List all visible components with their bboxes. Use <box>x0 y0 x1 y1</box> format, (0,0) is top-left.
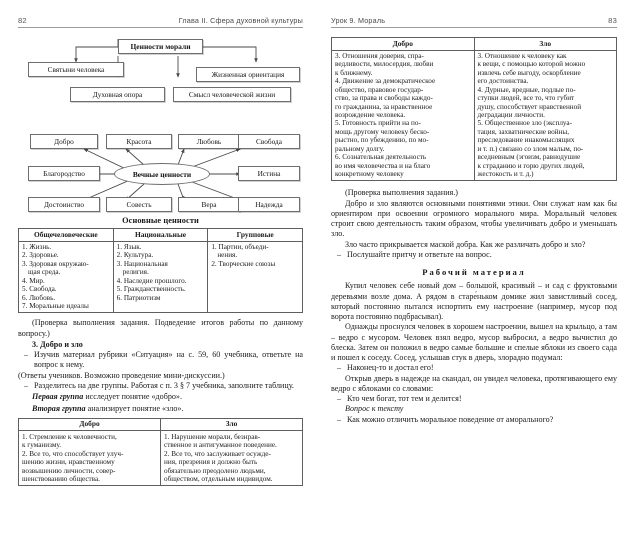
good-evil-table-left <box>18 418 303 487</box>
diagram-node-good: Добро <box>30 134 98 149</box>
line: 5. Свобода. <box>22 285 57 294</box>
line: ственное и антигуманное поведение. <box>164 441 277 450</box>
parable-paragraph-3: Открыв дверь в надежде на скандал, он увидел человека, протягивающего ему ведро с яблоками со словами: <box>331 373 617 393</box>
dash-bullet: – <box>24 350 29 360</box>
line: 1. Стремление к человечности, <box>22 432 117 441</box>
line: извлечь себе выгоду, оскорбление <box>477 68 581 77</box>
diagram-center-eternal-values: Вечные ценности <box>114 163 210 185</box>
diagram-node-nobility: Благородство <box>28 166 100 181</box>
diagram-node-conscience: Совесть <box>106 197 172 212</box>
dash-bullet: – <box>337 394 342 404</box>
line: 5. Общественное зло (эксплуа- <box>477 119 572 128</box>
line: шенствованию общества. <box>22 474 100 483</box>
diagram-node-truth: Истина <box>238 166 300 181</box>
line: 6. Сознательная деятельность <box>335 153 427 162</box>
line: 2. Все то, что способствует улуч- <box>22 449 124 458</box>
cell-good <box>19 431 161 486</box>
line: 4. Дурные, вредные, подлые по- <box>477 85 576 94</box>
left-running-title: Глава II. Сфера духовной культуры <box>178 16 303 25</box>
work-material-heading: Рабочий материал <box>422 267 526 278</box>
right-running-title: Урок 9. Мораль <box>331 16 386 25</box>
col-header-group: Групповые <box>208 229 303 242</box>
line: 6. Патриотизм <box>116 293 161 302</box>
diagram-node-dignity: Достоинство <box>28 197 100 212</box>
left-folio: 82 <box>18 16 27 25</box>
parable-dialogue-2-text: Кто чем богат, тот тем и делится! <box>347 394 462 404</box>
parable-paragraph-1: Купил человек себе новый дом – большой, красивый – и сад с фруктовыми деревьями возле дома. А рядом в старе́ньком домике жил завистливый сосед, который постоянно пытался испортить ему настроение (например, мусор под ворота постоянно подбрасывал). <box>331 281 617 322</box>
cell-evil <box>474 50 617 181</box>
group-2-label: Вторая группа <box>32 403 86 413</box>
line: и т. п.) связано со злом малым, по- <box>477 144 584 153</box>
line: ральному долгу. <box>335 144 385 153</box>
diagram-node-faith: Вера <box>178 197 240 212</box>
line: 4. Наследие прошлого. <box>116 276 187 285</box>
question-label: Вопрос к тексту <box>345 404 404 414</box>
line: 5. Готовность прийти на по- <box>335 119 421 128</box>
check-note: (Проверка выполнения задания. Подведение итогов работы по данному вопросу.) <box>18 318 303 338</box>
line: 2. Все то, что заслуживает осужде- <box>164 449 271 458</box>
line: 7. Моральные идеалы <box>22 302 89 310</box>
line: 3. Здоровая окружаю- <box>22 259 89 268</box>
right-page <box>317 0 633 540</box>
left-body-text <box>18 318 303 413</box>
line: тация, захватнические войны, <box>477 127 570 136</box>
paragraph-good-evil-ethics: Добро и зло являются основными понятиями этики. Они служат нам как бы ориентиром при освоении огромного морального мира. Моральный человек строит свою деятельность таким образом, чтобы увеличивать добро и уменьшать зло. <box>331 198 617 239</box>
col-header-national: Национальные <box>113 229 208 242</box>
line: конкретному человеку <box>335 169 404 178</box>
group-2-rest: анализирует понятие «зло». <box>85 403 184 413</box>
dash-bullet: – <box>337 363 342 373</box>
line: обществом, отдельным индивидом. <box>164 474 273 483</box>
task-item-2 <box>18 381 303 391</box>
line: 2. Здоровье. <box>22 251 59 260</box>
col-header-good: Добро <box>19 418 161 431</box>
line: мощь другому человеку беско- <box>335 127 430 136</box>
line: щая среда. <box>28 268 61 277</box>
diagram-node-spiritual-support: Духовная опора <box>70 87 165 102</box>
check-note: (Проверка выполнения задания.) <box>345 188 458 198</box>
line: к вещи, с помощью которой можно <box>477 60 586 69</box>
group-1-rest: исследует понятие «добро». <box>83 392 182 402</box>
line: 3. Национальная <box>116 259 168 268</box>
parable-paragraph-2: Однажды проснулся человек в хорошем настроении, вышел на крыльцо, а там – ведро с мусором. Человек взял ведро, мусор выбросил, а ведро вычистил до блеска. Затем он положил в ведро самые большие и спелые яблоки из своего сада и пошел к соседу. Сосед, услышав стук в дверь, злорадно подумал: <box>331 322 617 363</box>
diagram-node-beauty: Красота <box>106 134 172 149</box>
line: 2. Культура. <box>116 251 154 260</box>
task-item-1 <box>18 350 303 371</box>
task-2-text: Разделитесь на две группы. Работая с п. 3 § 7 учебника, заполните таблицу. <box>34 381 294 391</box>
line: во имя человечества и на благо <box>335 161 431 170</box>
table-header-row <box>19 229 303 242</box>
line: религия. <box>122 268 149 277</box>
col-header-evil: Зло <box>474 38 617 51</box>
line: вседневным (эгоизм, равнодушие <box>477 153 581 162</box>
line: ния, презрения и должно быть <box>164 458 258 467</box>
right-body-text <box>331 188 617 260</box>
right-folio: 83 <box>608 16 617 25</box>
left-running-head <box>18 16 303 28</box>
line: 1. Жизнь. <box>22 243 52 252</box>
line: 3. Отношение к человеку как <box>477 52 567 61</box>
line: обязательно преодолено людьми, <box>164 466 266 475</box>
values-table-caption: Основные ценности <box>122 216 199 225</box>
line: ступки людей, все то, что губит <box>477 94 575 103</box>
section-heading-good-evil: 3. Добро и зло <box>32 339 83 349</box>
moral-values-diagram <box>18 37 303 207</box>
paragraph-evil-mask: Зло часто прикрывается маской добра. Как же различать добро и зло? <box>345 239 586 249</box>
dash-bullet: – <box>24 381 29 391</box>
line: нения. <box>217 251 238 260</box>
group-2-line <box>18 404 303 414</box>
question-to-text <box>331 415 617 425</box>
answers-note: (Ответы учеников. Возможно проведение мини-дискуссии.) <box>18 370 225 380</box>
parable-text <box>331 281 617 425</box>
dash-bullet: – <box>337 414 342 424</box>
line: 5. Гражданственность. <box>116 285 186 294</box>
table-row <box>332 50 617 181</box>
line: 1. Нарушение морали, безнрав- <box>164 432 261 441</box>
line: 6. Любовь. <box>22 293 56 302</box>
table-header-row <box>332 38 617 51</box>
line: 2. Творческие союзы <box>211 259 276 268</box>
line: общество, правовое государ- <box>335 85 424 94</box>
task-listen-text: Послушайте притчу и ответьте на вопрос. <box>347 249 492 259</box>
line: к ближнему. <box>335 68 373 77</box>
group-1-label: Первая группа <box>32 392 84 402</box>
diagram-root-node: Ценности морали <box>118 39 203 54</box>
diagram-node-love: Любовь <box>178 134 240 149</box>
diagram-node-meaning-of-life: Смысл человеческой жизни <box>173 87 291 102</box>
col-header-good: Добро <box>332 38 475 51</box>
line: возрождение человека. <box>335 111 406 119</box>
line: преследование инакомыслящих <box>477 136 575 145</box>
question-text: Как можно отличить моральное поведение от аморального? <box>347 414 554 424</box>
table-header-row <box>19 418 303 431</box>
cell-group-values <box>208 241 303 313</box>
diagram-node-freedom: Свобода <box>238 134 300 149</box>
line: го гражданина, за нравственное <box>335 102 433 111</box>
line: к гуманизму. <box>22 441 62 450</box>
basic-values-table <box>18 228 303 313</box>
diagram-node-life-orientation: Жизненная ориентация <box>196 67 300 82</box>
line: ство, за права и свободы каждо- <box>335 94 433 103</box>
good-evil-table-right <box>331 37 617 181</box>
line: шению жизни, нравственному <box>22 458 115 467</box>
line: 3. Отношения доверия, спра- <box>335 52 424 61</box>
cell-good <box>332 50 475 181</box>
line: жестокость и т. д.) <box>477 169 534 178</box>
line: 4. Мир. <box>22 276 45 285</box>
right-running-head <box>331 16 617 28</box>
group-1-line <box>18 392 303 402</box>
line: 4. Движение за демократическое <box>335 77 436 86</box>
parable-dialogue-2 <box>331 394 617 404</box>
table-row <box>19 431 303 486</box>
line: его достоинства. <box>477 77 529 86</box>
cell-evil <box>161 431 303 486</box>
task-1-text: Изучив материал рубрики «Ситуация» на с. 59, 60 учебника, ответьте на вопрос к нему. <box>34 350 303 370</box>
cell-national-values <box>113 241 208 313</box>
table-row <box>19 241 303 313</box>
line: к страданию и горю других людей, <box>477 161 585 170</box>
task-listen-parable <box>331 250 617 260</box>
diagram-node-shrines: Святыни человека <box>28 62 124 77</box>
line: 1. Партии, объеди- <box>211 243 269 252</box>
diagram-node-hope: Надежда <box>238 197 300 212</box>
parable-dialogue-1 <box>331 363 617 373</box>
line: душу, способствует нравственной <box>477 102 582 111</box>
line: ведливости, милосердия, любви <box>335 60 434 69</box>
line: возвышению личности, совер- <box>22 466 116 475</box>
col-header-evil: Зло <box>161 418 303 431</box>
line: 1. Язык. <box>116 243 142 252</box>
dash-bullet: – <box>337 249 342 259</box>
line: деградации личности. <box>477 111 545 119</box>
parable-dialogue-1-text: Наконец-то и достал его! <box>347 363 434 373</box>
col-header-universal: Общечеловеческие <box>19 229 114 242</box>
line: рыстно, по убеждению, по мо- <box>335 136 429 145</box>
cell-universal-values <box>19 241 114 313</box>
